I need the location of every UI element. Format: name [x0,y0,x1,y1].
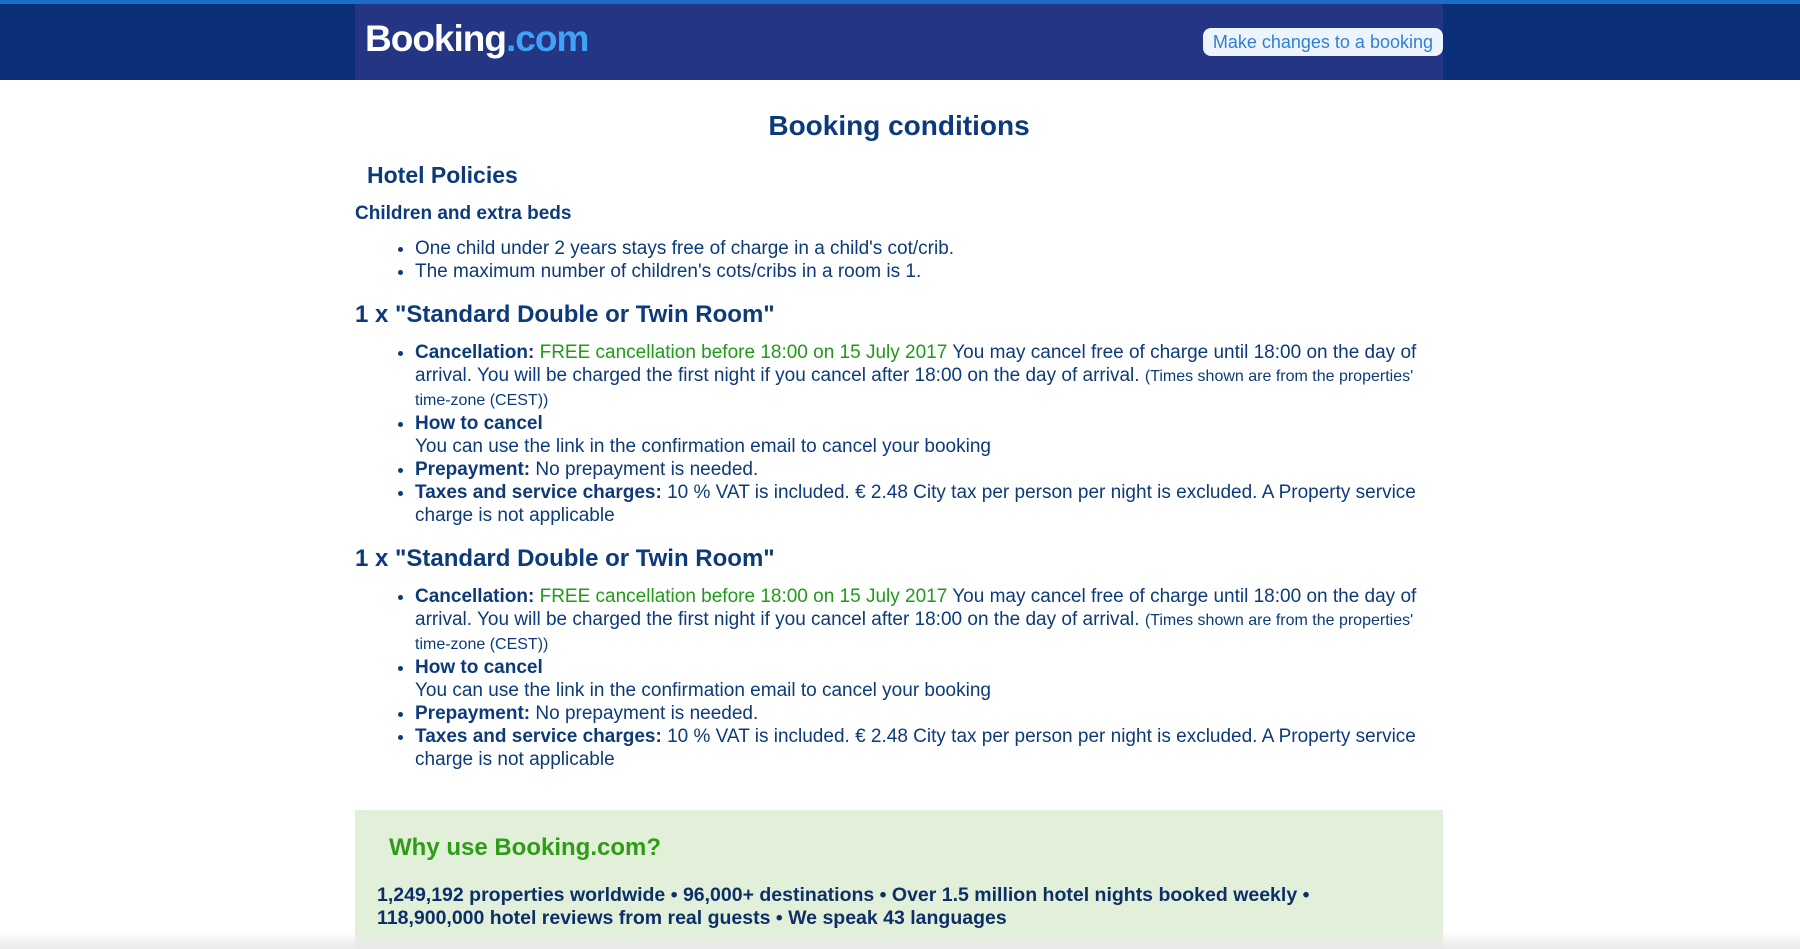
room-conditions-list [355,341,1443,527]
list-item: • One child under 2 years stays free of charge in a child's cot/crib. [415,237,1443,260]
hotel-policies-heading: Hotel Policies [367,162,518,188]
prepayment-item [415,458,1443,481]
children-heading: Children and extra beds [355,203,572,224]
cancellation-item [415,341,1443,412]
taxes-label: Taxes and service charges: [415,482,662,503]
list-item: • The maximum number of children's cots/cribs in a room is 1. [415,260,1443,283]
how-to-cancel-label: How to cancel [415,413,543,434]
make-changes-button[interactable]: Make changes to a booking [1203,28,1443,56]
booking-logo[interactable] [365,18,588,60]
how-to-cancel-text: You can use the link in the confirmation email to cancel your booking [415,436,991,457]
prepayment-text: No prepayment is needed. [535,703,759,724]
prepayment-text: No prepayment is needed. [535,459,759,480]
why-booking-stats: 1,249,192 properties worldwide • 96,000+ destinations • Over 1.5 million hotel nights booked weekly • 118,900,000 hotel reviews from real guests • We speak 43 languages [377,884,1310,929]
timezone-note: (Times shown are from the properties' time-zone (CEST)) [415,612,1414,653]
cancellation-label: Cancellation: [415,342,535,363]
why-booking-box [355,810,1443,949]
how-to-cancel-label: How to cancel [415,657,543,678]
header-inner [355,4,1443,80]
free-cancellation-text: FREE cancellation before 18:00 on 15 July 2017 [539,586,948,607]
header [0,0,1800,80]
taxes-item [415,481,1443,527]
how-to-cancel-item [415,412,1443,458]
how-to-cancel-text: You can use the link in the confirmation email to cancel your booking [415,680,991,701]
taxes-text: 10 % VAT is included. € 2.48 City tax per person per night is excluded. A Property service charge is not applicable [415,482,1416,526]
prepayment-item [415,702,1443,725]
taxes-item [415,725,1443,771]
taxes-label: Taxes and service charges: [415,726,662,747]
prepayment-label: Prepayment: [415,459,531,480]
timezone-note: (Times shown are from the properties' time-zone (CEST)) [415,368,1414,409]
why-booking-title: Why use Booking.com? [389,834,662,861]
prepayment-label: Prepayment: [415,703,531,724]
how-to-cancel-item [415,656,1443,702]
logo-main: Booking [365,18,506,59]
cancellation-label: Cancellation: [415,586,535,607]
taxes-text: 10 % VAT is included. € 2.48 City tax per person per night is excluded. A Property service charge is not applicable [415,726,1416,770]
cancellation-text: You may cancel free of charge until 18:00 on the day of arrival. You will be charged the first night if you cancel after 18:00 on the day of arrival. [415,586,1417,630]
children-list [355,237,1443,283]
room-title: 1 x "Standard Double or Twin Room" [355,301,775,328]
room-title: 1 x "Standard Double or Twin Room" [355,545,775,572]
cancellation-item [415,585,1443,656]
logo-tld: .com [505,18,589,59]
room-conditions-list [355,585,1443,771]
main-content [355,80,1443,771]
cancellation-text: You may cancel free of charge until 18:00 on the day of arrival. You will be charged the first night if you cancel after 18:00 on the day of arrival. [415,342,1417,386]
page-title: Booking conditions [768,110,1030,141]
free-cancellation-text: FREE cancellation before 18:00 on 15 July 2017 [539,342,948,363]
bottom-shadow [0,931,1800,949]
